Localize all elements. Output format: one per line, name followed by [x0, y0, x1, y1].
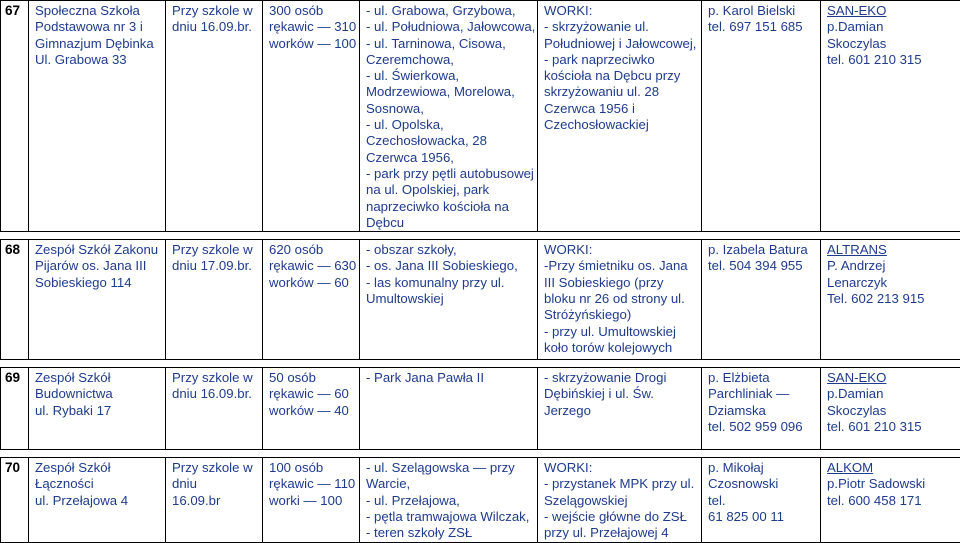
cell-line: ul. Przełajowa 4	[35, 493, 159, 509]
cell-line: Skoczylas	[827, 36, 954, 52]
cell-line: Czerwca 1956,	[366, 150, 531, 166]
cell-line: rękawic — 310	[269, 19, 353, 35]
cell-line: worki — 100	[269, 493, 353, 509]
count-cell	[263, 368, 360, 450]
company-name: SAN-EKO	[827, 370, 954, 386]
cell-line: Dębcu	[366, 215, 531, 231]
school-cell	[29, 368, 166, 450]
school-cell	[29, 458, 166, 542]
company-name: SAN-EKO	[827, 3, 954, 19]
cell-line: - pętla tramwajowa Wilczak,	[366, 509, 531, 525]
cell-line: rękawic — 630	[269, 258, 353, 274]
cell-line: - ul. Przełajowa,	[366, 493, 531, 509]
cell-line: tel. 600 458 171	[827, 493, 954, 509]
cell-line: - park przy pętli autobusowej	[366, 166, 531, 182]
cell-line: p.Damian	[827, 386, 954, 402]
cell-line: - ul. Południowa, Jałowcowa,	[366, 19, 531, 35]
row-number: 68	[1, 240, 29, 360]
cell-line: Sosnowa,	[366, 101, 531, 117]
cell-line: Czosnowski	[708, 476, 814, 492]
cell-line: Łączności	[35, 476, 159, 492]
cell-line: Jerzego	[544, 403, 695, 419]
cell-line: Dziamska	[708, 403, 814, 419]
cell-line: tel. 601 210 315	[827, 419, 954, 435]
cell-line: 100 osób	[269, 460, 353, 476]
contact-cell	[702, 368, 821, 450]
date-cell	[166, 1, 263, 232]
cell-line: dniu 16.09.br.	[172, 386, 256, 402]
cell-line: - skrzyżowanie ul.	[544, 19, 695, 35]
cell-line: Tel. 602 213 915	[827, 291, 954, 307]
cell-line: rękawic — 110	[269, 476, 353, 492]
cell-line: bloku nr 26 od strony ul.	[544, 291, 695, 307]
date-cell	[166, 240, 263, 360]
cell-line: WORKI:	[544, 460, 695, 476]
cell-line: - ul. Tarninowa, Cisowa,	[366, 36, 531, 52]
company-cell	[821, 1, 960, 232]
count-cell	[263, 1, 360, 232]
cell-line: worków — 60	[269, 275, 353, 291]
table-row	[1, 1, 960, 232]
cell-line: -Przy śmietniku os. Jana	[544, 258, 695, 274]
cell-line: 300 osób	[269, 3, 353, 19]
row-spacer	[1, 450, 960, 458]
school-cell	[29, 1, 166, 232]
cell-line: Budownictwa	[35, 386, 159, 402]
cell-line: Gimnazjum Dębinka	[35, 36, 159, 52]
company-cell	[821, 458, 960, 542]
cell-line: Przy szkole w	[172, 242, 256, 258]
cell-line: - os. Jana III Sobieskiego,	[366, 258, 531, 274]
cell-line: na ul. Opolskiej, park	[366, 182, 531, 198]
cell-line: Umultowskiej	[366, 291, 531, 307]
cell-line: tel. 504 394 955	[708, 258, 814, 274]
cell-line: III Sobieskiego (przy	[544, 275, 695, 291]
cell-line: - skrzyżowanie Drogi	[544, 370, 695, 386]
cell-line: - teren szkoły ZSŁ	[366, 525, 531, 541]
date-cell	[166, 458, 263, 542]
cell-line: przy ul. Przełajowej 4	[544, 525, 695, 541]
cell-line: 61 825 00 11	[708, 509, 814, 525]
table-body	[1, 1, 960, 543]
table-row	[1, 368, 960, 450]
cell-line: - park naprzeciwko	[544, 52, 695, 68]
cell-line: Ul. Grabowa 33	[35, 52, 159, 68]
cell-line: Pijarów os. Jana III	[35, 258, 159, 274]
cell-line: WORKI:	[544, 3, 695, 19]
cell-line: p. Karol Bielski	[708, 3, 814, 19]
cell-line: Modrzewiowa, Morelowa,	[366, 84, 531, 100]
cell-line: WORKI:	[544, 242, 695, 258]
cell-line: p.Damian	[827, 19, 954, 35]
area-cell	[360, 240, 538, 360]
cell-line: Szelągowskiej	[544, 493, 695, 509]
area-cell	[360, 1, 538, 232]
cell-line: p. Izabela Batura	[708, 242, 814, 258]
row-spacer	[1, 360, 960, 368]
cell-line: Czechosłowacka, 28	[366, 133, 531, 149]
cell-line: worków — 40	[269, 403, 353, 419]
cell-line: naprzeciwko kościoła na	[366, 199, 531, 215]
cell-line: Zespół Szkół	[35, 460, 159, 476]
company-name: ALTRANS	[827, 242, 954, 258]
bags-cell	[538, 368, 702, 450]
cell-line: - wejście główne do ZSŁ	[544, 509, 695, 525]
cell-line: P. Andrzej	[827, 258, 954, 274]
school-cell	[29, 240, 166, 360]
date-cell	[166, 368, 263, 450]
cell-line: Podstawowa nr 3 i	[35, 19, 159, 35]
company-cell	[821, 240, 960, 360]
cell-line: - ul. Opolska,	[366, 117, 531, 133]
cell-line: p. Elżbieta	[708, 370, 814, 386]
cell-line: Sobieskiego 114	[35, 275, 159, 291]
cell-line: worków — 100	[269, 36, 353, 52]
cell-line: Społeczna Szkoła	[35, 3, 159, 19]
cell-line: Skoczylas	[827, 403, 954, 419]
area-cell	[360, 368, 538, 450]
row-spacer	[1, 232, 960, 240]
cell-line: 50 osób	[269, 370, 353, 386]
company-name: ALKOM	[827, 460, 954, 476]
contact-cell	[702, 1, 821, 232]
cell-line: Czerwca 1956 i	[544, 101, 695, 117]
cell-line: skrzyżowaniu ul. 28	[544, 84, 695, 100]
cell-line: tel. 697 151 685	[708, 19, 814, 35]
cell-line: rękawic — 60	[269, 386, 353, 402]
count-cell	[263, 458, 360, 542]
cell-line: tel. 601 210 315	[827, 52, 954, 68]
cell-line: dniu 16.09.br.	[172, 19, 256, 35]
cell-line: Przy szkole w	[172, 370, 256, 386]
cell-line: p. Mikołaj	[708, 460, 814, 476]
bags-cell	[538, 1, 702, 232]
cell-line: Czeremchowa,	[366, 52, 531, 68]
cell-line: - obszar szkoły,	[366, 242, 531, 258]
cell-line: Przy szkole w	[172, 460, 256, 476]
table-row	[1, 458, 960, 542]
cell-line: - Park Jana Pawła II	[366, 370, 531, 386]
cell-line: 620 osób	[269, 242, 353, 258]
row-number: 69	[1, 368, 29, 450]
cell-line: ul. Rybaki 17	[35, 403, 159, 419]
table-row	[1, 240, 960, 360]
cell-line: tel. 502 959 096	[708, 419, 814, 435]
cell-line: p.Piotr Sadowski	[827, 476, 954, 492]
cell-line: Zespół Szkół	[35, 370, 159, 386]
cell-line: Parchliniak —	[708, 386, 814, 402]
cell-line: Przy szkole w	[172, 3, 256, 19]
cell-line: - przystanek MPK przy ul.	[544, 476, 695, 492]
area-cell	[360, 458, 538, 542]
company-cell	[821, 368, 960, 450]
row-number: 70	[1, 458, 29, 542]
cell-line: kościoła na Dębcu przy	[544, 68, 695, 84]
row-number: 67	[1, 1, 29, 232]
contact-cell	[702, 240, 821, 360]
cell-line: Lenarczyk	[827, 275, 954, 291]
contact-cell	[702, 458, 821, 542]
cell-line: Warcie,	[366, 476, 531, 492]
cell-line: - ul. Świerkowa,	[366, 68, 531, 84]
bags-cell	[538, 458, 702, 542]
cell-line: Południowej i Jałowcowej,	[544, 36, 695, 52]
cell-line: - las komunalny przy ul.	[366, 275, 531, 291]
cell-line: - przy ul. Umultowskiej	[544, 324, 695, 340]
cell-line: tel.	[708, 493, 814, 509]
cell-line: Dębińskiej i ul. Św.	[544, 386, 695, 402]
cell-line: - ul. Grabowa, Grzybowa,	[366, 3, 531, 19]
bags-cell	[538, 240, 702, 360]
cell-line: dniu	[172, 476, 256, 492]
count-cell	[263, 240, 360, 360]
cell-line: koło torów kolejowych	[544, 340, 695, 356]
cell-line: Czechosłowackiej	[544, 117, 695, 133]
cell-line: - ul. Szelągowska — przy	[366, 460, 531, 476]
cell-line: dniu 17.09.br.	[172, 258, 256, 274]
cell-line: Zespół Szkół Zakonu	[35, 242, 159, 258]
cell-line: 16.09.br	[172, 493, 256, 509]
cell-line: Stróżyńskiego)	[544, 307, 695, 323]
